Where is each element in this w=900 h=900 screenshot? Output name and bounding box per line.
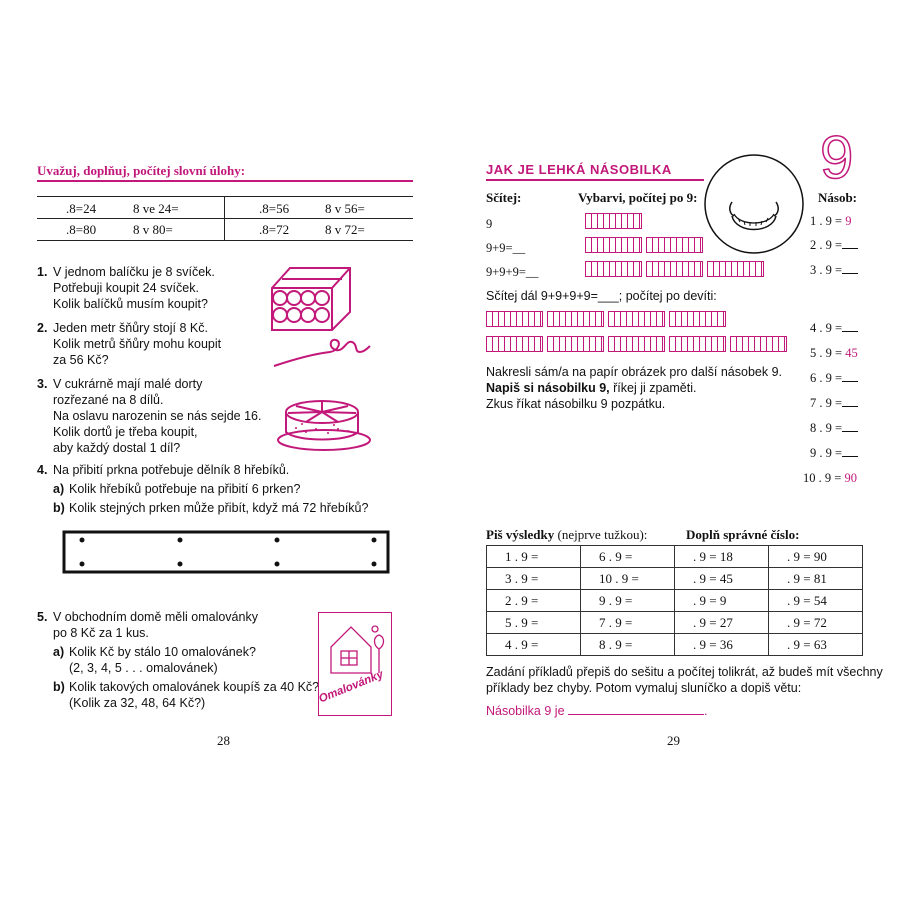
- nasob-answer: 90: [844, 471, 857, 485]
- problem-line: aby každý dostal 1 díl?: [53, 441, 181, 455]
- grid-cell[interactable]: 2 . 9 =: [487, 590, 581, 612]
- grid-header-rest: (nejprve tužkou):: [554, 527, 648, 542]
- grid-cell[interactable]: 4 . 9 =: [487, 634, 581, 656]
- top-table-cell: .8=24: [66, 201, 97, 216]
- problem-line: za 56 Kč?: [53, 353, 109, 367]
- nasob-expr: 8 . 9 =: [810, 421, 843, 435]
- grid-cell[interactable]: . 9 = 81: [769, 568, 863, 590]
- answer-blank[interactable]: [842, 263, 858, 274]
- grid-cell[interactable]: 7 . 9 =: [581, 612, 675, 634]
- table-divider: [224, 196, 225, 240]
- exercise-grid: [486, 545, 863, 656]
- sum-line: 9+9+9=__: [486, 265, 539, 279]
- problem-line: V cukrárně mají malé dorty: [53, 377, 203, 391]
- nasob-row: [810, 237, 858, 253]
- string-illustration: [272, 334, 372, 370]
- top-table-cell: 8 v 80=: [133, 222, 173, 237]
- nine-bar[interactable]: [547, 311, 604, 327]
- nasob-row: [810, 262, 858, 278]
- grid-cell[interactable]: . 9 = 45: [675, 568, 769, 590]
- problem-number: 3.: [37, 377, 48, 391]
- nine-bar[interactable]: [608, 311, 665, 327]
- table-row: [487, 546, 863, 568]
- bar-row: [486, 311, 726, 327]
- problem-number: 5.: [37, 610, 48, 624]
- grid-header-right: Doplň správné číslo:: [686, 527, 800, 542]
- nine-bar[interactable]: [585, 237, 642, 253]
- problem-line: Kolik dortů je třeba koupit,: [53, 425, 198, 439]
- grid-cell[interactable]: . 9 = 54: [769, 590, 863, 612]
- sentence-prompt: Násobilka 9 je .: [486, 704, 708, 718]
- problem-line: Jeden metr šňůry stojí 8 Kč.: [53, 321, 208, 335]
- nine-bar[interactable]: [486, 311, 543, 327]
- top-table-cell: 8 ve 24=: [133, 201, 179, 216]
- cake-illustration: [276, 396, 372, 452]
- problem-line: Na oslavu narozenin se nás sejde 16.: [53, 409, 262, 423]
- nasob-expr: 10 . 9 =: [803, 471, 842, 485]
- problem-line: Kolik hřebíků potřebuje na přibití 6 prken?: [69, 482, 301, 496]
- bar-row: [585, 261, 764, 277]
- nasob-row: [810, 395, 858, 411]
- heading-rule: [37, 180, 413, 182]
- grid-cell[interactable]: . 9 = 72: [769, 612, 863, 634]
- grid-cell[interactable]: . 9 = 36: [675, 634, 769, 656]
- column-header: Násob:: [818, 190, 858, 205]
- top-table-cell: .8=56: [259, 201, 290, 216]
- nine-bar[interactable]: [608, 336, 665, 352]
- plank-illustration: [62, 530, 392, 576]
- bar-row: [585, 237, 703, 253]
- top-table-cell: 8 v 72=: [325, 222, 365, 237]
- problem-line: Potřebuji koupit 24 svíček.: [53, 281, 199, 295]
- grid-cell[interactable]: 1 . 9 =: [487, 546, 581, 568]
- problem-line: (2, 3, 4, 5 . . . omalovánek): [69, 661, 218, 675]
- footer-text: příklady bez chyby. Potom vymaluj sluníčko a dopiš větu:: [486, 681, 802, 695]
- sum-line: 9: [486, 217, 493, 231]
- nine-bar[interactable]: [669, 336, 726, 352]
- nasob-row: [810, 445, 858, 461]
- table-rule: [37, 196, 413, 197]
- top-table-cell: .8=80: [66, 222, 97, 237]
- continue-instruction: Sčítej dál 9+9+9+9=___; počítej po devíti:: [486, 289, 717, 303]
- left-heading: Uvažuj, doplňuj, počítej slovní úlohy:: [37, 163, 246, 178]
- answer-blank[interactable]: [842, 371, 858, 382]
- grid-cell[interactable]: 8 . 9 =: [581, 634, 675, 656]
- problem-line: Kolik metrů šňůry mohu koupit: [53, 337, 222, 351]
- grid-header-bold: Piš výsledky: [486, 527, 555, 542]
- grid-header-left: [486, 527, 647, 543]
- nasob-row: [810, 213, 851, 229]
- table-row: [487, 568, 863, 590]
- nasob-answer: 9: [845, 214, 852, 228]
- house-drawing: [323, 619, 387, 675]
- grid-cell[interactable]: . 9 = 9: [675, 590, 769, 612]
- problem-line: (Kolik za 32, 48, 64 Kč?): [69, 696, 206, 710]
- answer-blank[interactable]: [842, 396, 858, 407]
- sum-line: 9+9=__: [486, 241, 526, 255]
- nasob-row: [803, 470, 857, 486]
- title-rule: [486, 179, 704, 181]
- problem-line: V obchodním domě měli omalovánky: [53, 610, 258, 624]
- nasob-row: [810, 320, 858, 336]
- problem-number: 4.: [37, 463, 48, 477]
- top-table-cell: 8 v 56=: [325, 201, 365, 216]
- nasob-expr: 7 . 9 =: [810, 396, 843, 410]
- problem-line: Kolik stejných prken může přibít, když má 72 hřebíků?: [69, 501, 369, 515]
- problem-number: 1.: [37, 265, 48, 279]
- nine-bar[interactable]: [486, 336, 543, 352]
- right-title: JAK JE LEHKÁ NÁSOBILKA: [486, 162, 672, 177]
- column-header: Sčítej:: [486, 190, 522, 205]
- nasob-expr: 5 . 9 =: [810, 346, 843, 360]
- instruction: Nakresli sám/a na papír obrázek pro další násobek 9.: [486, 365, 782, 379]
- nasob-row: [810, 345, 858, 361]
- nasob-expr: 1 . 9 =: [810, 214, 843, 228]
- nine-bar[interactable]: [669, 311, 726, 327]
- nine-bar[interactable]: [646, 261, 703, 277]
- problem-line: po 8 Kč za 1 kus.: [53, 626, 149, 640]
- subpart-label: b): [53, 680, 65, 694]
- page-number: 29: [667, 733, 680, 748]
- instruction-bold: Napiš si násobilku 9,: [486, 381, 610, 395]
- nasob-expr: 4 . 9 =: [810, 321, 843, 335]
- problem-number: 2.: [37, 321, 48, 335]
- answer-blank[interactable]: [842, 446, 858, 457]
- footer-text: Zadání příkladů přepiš do sešitu a počítej tolikrát, až budeš mít všechny: [486, 665, 883, 679]
- table-row: [487, 590, 863, 612]
- nine-bar[interactable]: [707, 261, 764, 277]
- subpart-label: b): [53, 501, 65, 515]
- nasob-row: [810, 370, 858, 386]
- sentence-start: Násobilka 9 je: [486, 704, 568, 718]
- nasob-expr: 2 . 9 =: [810, 238, 843, 252]
- grid-cell[interactable]: . 9 = 27: [675, 612, 769, 634]
- grid-cell[interactable]: 9 . 9 =: [581, 590, 675, 612]
- page-number: 28: [217, 733, 230, 748]
- nasob-answer: 45: [845, 346, 858, 360]
- grid-cell[interactable]: 6 . 9 =: [581, 546, 675, 568]
- nine-bar[interactable]: [730, 336, 787, 352]
- table-row: [487, 612, 863, 634]
- nine-bar[interactable]: [547, 336, 604, 352]
- subpart-label: a): [53, 482, 65, 496]
- nine-bar[interactable]: [646, 237, 703, 253]
- problem-line: Kolik takových omalovánek koupíš za 40 Kč?: [69, 680, 320, 694]
- bar-row: [585, 213, 642, 229]
- nasob-expr: 9 . 9 =: [810, 446, 843, 460]
- grid-cell[interactable]: 10 . 9 =: [581, 568, 675, 590]
- sun-face-illustration: [702, 152, 806, 256]
- subpart-label: a): [53, 645, 65, 659]
- problem-line: V jednom balíčku je 8 svíček.: [53, 265, 215, 279]
- grid-cell[interactable]: 5 . 9 =: [487, 612, 581, 634]
- book-label: Omalovánky: [317, 668, 386, 706]
- nine-bar[interactable]: [585, 213, 642, 229]
- problem-line: Na přibití prkna potřebuje dělník 8 hřebíků.: [53, 463, 290, 477]
- instruction: [486, 380, 697, 396]
- sentence-blank[interactable]: [568, 703, 704, 715]
- answer-blank[interactable]: [842, 421, 858, 432]
- table-row: [487, 634, 863, 656]
- problem-line: rozřezané na 8 dílů.: [53, 393, 164, 407]
- grid-cell[interactable]: . 9 = 63: [769, 634, 863, 656]
- big-digit: 9: [820, 124, 854, 191]
- grid-cell[interactable]: 3 . 9 =: [487, 568, 581, 590]
- bar-row: [486, 336, 787, 352]
- problem-line: Kolik balíčků musím koupit?: [53, 297, 208, 311]
- coloring-book-illustration: [318, 612, 392, 716]
- instruction-rest: říkej ji zpaměti.: [609, 381, 697, 395]
- table-rule: [37, 218, 413, 219]
- answer-blank[interactable]: [842, 321, 858, 332]
- nasob-row: [810, 420, 858, 436]
- problem-line: Kolik Kč by stálo 10 omalovánek?: [69, 645, 256, 659]
- candles-illustration: [268, 260, 358, 332]
- table-rule: [37, 240, 413, 241]
- nasob-expr: 3 . 9 =: [810, 263, 843, 277]
- nine-bar[interactable]: [585, 261, 642, 277]
- instruction: Zkus říkat násobilku 9 pozpátku.: [486, 397, 666, 411]
- grid-cell[interactable]: . 9 = 18: [675, 546, 769, 568]
- column-header: Vybarvi, počítej po 9:: [578, 190, 698, 205]
- top-table-cell: .8=72: [259, 222, 290, 237]
- nasob-expr: 6 . 9 =: [810, 371, 843, 385]
- answer-blank[interactable]: [842, 238, 858, 249]
- grid-cell[interactable]: . 9 = 90: [769, 546, 863, 568]
